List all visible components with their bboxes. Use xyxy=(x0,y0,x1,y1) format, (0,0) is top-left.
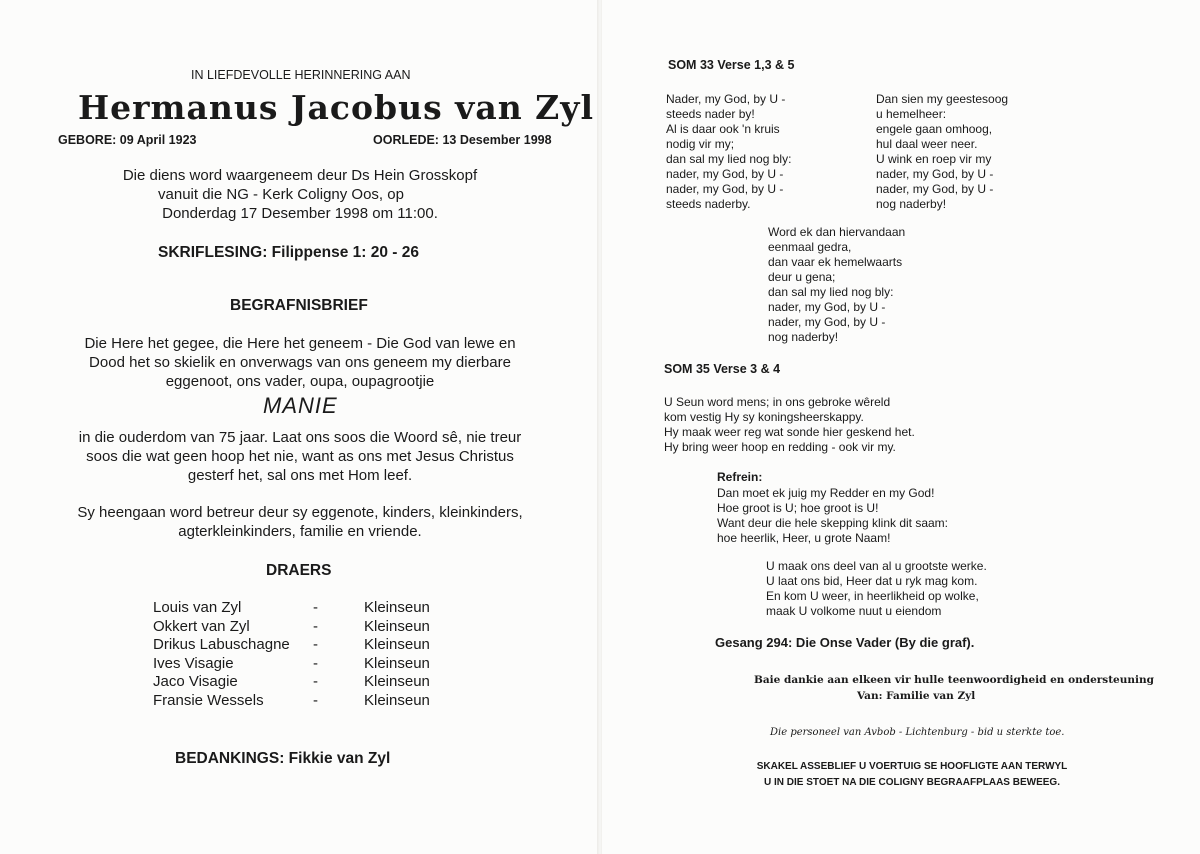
bearer-relation: Kleinseun xyxy=(364,636,430,654)
right-page xyxy=(602,0,1200,854)
letter-line: Die Here het gegee, die Here het geneem - Die God van lewe en xyxy=(84,335,516,352)
verse-line: En kom U weer, in heerlikheid op wolke, xyxy=(766,589,979,603)
verse-line: Dan moet ek juig my Redder en my God! xyxy=(717,486,935,500)
verse-line: nodig vir my; xyxy=(666,137,735,151)
psalm33-verse-5 xyxy=(768,225,905,345)
verse-line: steeds nader by! xyxy=(666,107,755,121)
verse-line: maak U volkome nuut u eiendom xyxy=(766,604,942,618)
psalm33-column-2 xyxy=(876,92,1008,212)
family-thanks: Baie dankie aan elkeen vir hulle teenwoordigheid en ondersteuning xyxy=(754,674,1154,686)
bearer-dash: - xyxy=(313,617,318,635)
verse-line: hul daal weer neer. xyxy=(876,137,978,151)
bearer-dash: - xyxy=(313,654,318,672)
letter-line: agterkleinkinders, familie en vriende. xyxy=(178,523,422,540)
letter-line: in die ouderdom van 75 jaar. Laat ons soos die Woord sê, nie treur xyxy=(78,429,522,446)
bearers-heading: DRAERS xyxy=(266,562,332,579)
verse-line: nader, my God, by U - xyxy=(876,182,994,196)
letter-paragraph-1 xyxy=(50,334,550,391)
scripture-reading: SKRIFLESING: Filippense 1: 20 - 26 xyxy=(158,244,419,261)
bearer-row xyxy=(153,636,430,655)
verse-line: u hemelheer: xyxy=(876,107,947,121)
nickname: MANIE xyxy=(263,393,338,418)
verse-line: Hy bring weer hoop en redding - ook vir my. xyxy=(664,440,896,454)
verse-line: deur u gena; xyxy=(768,270,836,284)
deceased-name: Hermanus Jacobus van Zyl xyxy=(78,88,594,127)
verse-line: Nader, my God, by U - xyxy=(666,92,786,106)
psalm33-heading: SOM 33 Verse 1,3 & 5 xyxy=(668,58,795,72)
left-page xyxy=(0,0,598,854)
psalm35-heading: SOM 35 Verse 3 & 4 xyxy=(664,362,781,376)
verse-line: kom vestig Hy sy koningsheerskappy. xyxy=(664,410,864,424)
verse-line: Al is daar ook 'n kruis xyxy=(666,122,780,136)
bearer-relation: Kleinseun xyxy=(364,599,430,616)
letter-line: gesterf het, sal ons met Hom leef. xyxy=(187,467,413,484)
notice-line: U IN DIE STOET NA DIE COLIGNY BEGRAAFPLAAS BEWEEG. xyxy=(764,777,1060,788)
verse-line: engele gaan omhoog, xyxy=(876,122,993,136)
verse-line: nader, my God, by U - xyxy=(876,167,994,181)
verse-line: dan vaar ek hemelwaarts xyxy=(768,255,903,269)
letter-paragraph-2 xyxy=(50,428,550,485)
service-line: vanuit die NG - Kerk Coligny Oos, op xyxy=(158,186,404,203)
bearer-relation: Kleinseun xyxy=(364,673,430,691)
bearer-row xyxy=(153,618,430,637)
bearer-name: Jaco Visagie xyxy=(153,673,238,691)
verse-line: steeds naderby. xyxy=(666,197,751,211)
verse-line: nader, my God, by U - xyxy=(768,300,886,314)
refrain xyxy=(717,486,948,546)
bearer-row xyxy=(153,673,430,692)
bearer-row xyxy=(153,599,430,618)
verse-line: hoe heerlik, Heer, u grote Naam! xyxy=(717,531,891,545)
closing-hymn: Gesang 294: Die Onse Vader (By die graf). xyxy=(715,635,975,650)
service-details xyxy=(60,166,540,223)
verse-line: U Seun word mens; in ons gebroke wêreld xyxy=(664,395,891,409)
service-line: Die diens word waargeneem deur Ds Hein Grosskopf xyxy=(122,167,478,184)
bearer-relation: Kleinseun xyxy=(364,617,430,635)
thanks-line: BEDANKINGS: Fikkie van Zyl xyxy=(175,750,391,767)
verse-line: U wink en roep vir my xyxy=(876,152,992,166)
bearer-name: Louis van Zyl xyxy=(153,599,242,616)
bearer-dash: - xyxy=(313,691,318,709)
verse-line: Want deur die hele skepping klink dit saam: xyxy=(717,516,949,530)
letter-line: Sy heengaan word betreur deur sy eggenote, kinders, kleinkinders, xyxy=(77,504,523,521)
verse-line: nog naderby! xyxy=(876,197,947,211)
verse-line: nader, my God, by U - xyxy=(768,315,886,329)
verse-line: eenmaal gedra, xyxy=(768,240,852,254)
verse-line: Word ek dan hiervandaan xyxy=(768,225,906,239)
notice-line: SKAKEL ASSEBLIEF U VOERTUIG SE HOOFLIGTE AAN TERWYL xyxy=(756,761,1068,772)
bearer-name: Ives Visagie xyxy=(153,654,234,672)
refrain-heading: Refrein: xyxy=(717,470,763,484)
staff-note: Die personeel van Avbob - Lichtenburg - bid u sterkte toe. xyxy=(770,727,1065,738)
bearer-dash: - xyxy=(313,599,318,616)
psalm35-verse-4 xyxy=(766,559,987,619)
service-line: Donderdag 17 Desember 1998 om 11:00. xyxy=(162,205,438,222)
birth-date: GEBORE: 09 April 1923 xyxy=(58,133,197,147)
family-from: Van: Familie van Zyl xyxy=(857,690,976,702)
bearer-dash: - xyxy=(313,673,318,691)
death-date: OORLEDE: 13 Desember 1998 xyxy=(373,133,552,147)
bearer-row xyxy=(153,655,430,674)
letter-line: soos die wat geen hoop het nie, want as ons met Jesus Christus xyxy=(86,448,514,465)
intro-line: IN LIEFDEVOLLE HERINNERING AAN xyxy=(191,68,411,82)
verse-line: dan sal my lied nog bly: xyxy=(666,152,792,166)
letter-heading: BEGRAFNISBRIEF xyxy=(230,297,368,314)
bearer-relation: Kleinseun xyxy=(364,654,430,672)
verse-line: Dan sien my geestesoog xyxy=(876,92,1009,106)
verse-line: nader, my God, by U - xyxy=(666,182,784,196)
psalm33-column-1 xyxy=(666,92,791,212)
bearer-relation: Kleinseun xyxy=(364,691,430,709)
verse-line: Hoe groot is U; hoe groot is U! xyxy=(717,501,879,515)
verse-line: Hy maak weer reg wat sonde hier geskend het. xyxy=(664,425,915,439)
letter-paragraph-3 xyxy=(50,503,550,541)
bearer-name: Okkert van Zyl xyxy=(153,617,250,635)
bearer-name: Fransie Wessels xyxy=(153,691,264,709)
bearer-dash: - xyxy=(313,636,318,654)
letter-line: Dood het so skielik en onverwags van ons geneem my dierbare xyxy=(89,354,511,371)
verse-line: dan sal my lied nog bly: xyxy=(768,285,894,299)
bearer-name: Drikus Labuschagne xyxy=(153,636,290,654)
verse-line: U maak ons deel van al u grootste werke. xyxy=(766,559,987,573)
verse-line: nader, my God, by U - xyxy=(666,167,784,181)
verse-line: U laat ons bid, Heer dat u ryk mag kom. xyxy=(766,574,978,588)
verse-line: nog naderby! xyxy=(768,330,839,344)
letter-line: eggenoot, ons vader, oupa, oupagrootjie xyxy=(165,373,435,390)
psalm35-verse-3 xyxy=(664,395,915,455)
bearer-row xyxy=(153,692,430,711)
bearers-table xyxy=(153,599,430,711)
headlights-notice xyxy=(742,759,1082,791)
